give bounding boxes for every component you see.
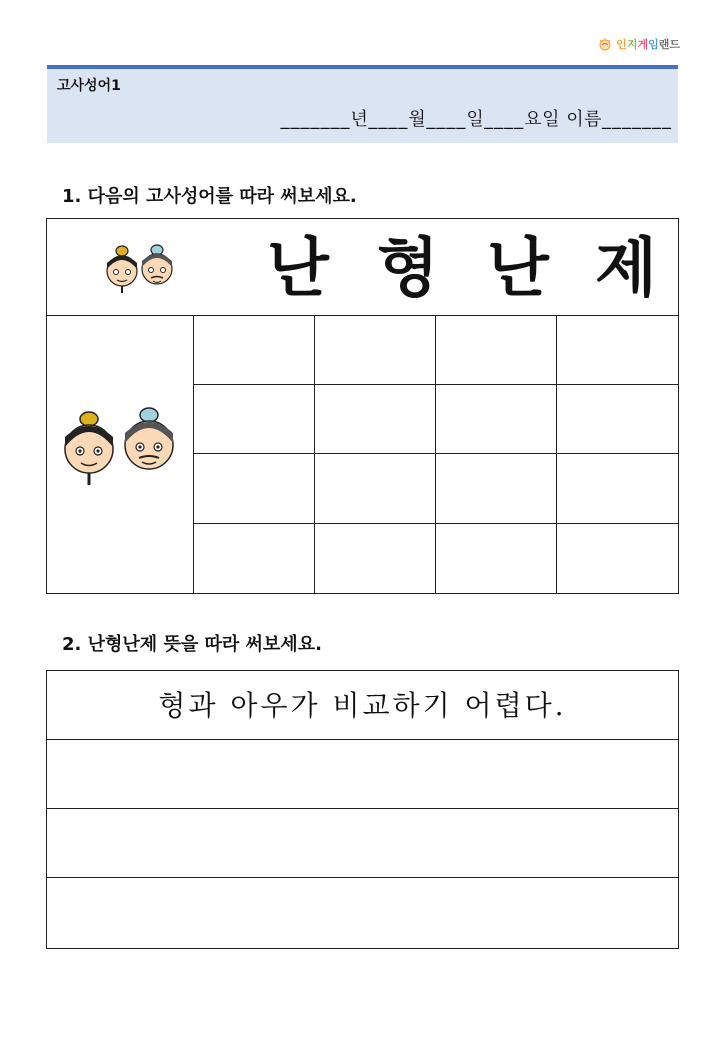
- brand-logo: [598, 36, 680, 52]
- month-label: 월: [408, 109, 427, 130]
- illustration-cell: [47, 315, 194, 593]
- worksheet-title: 고사성어1: [57, 78, 121, 94]
- writing-cell[interactable]: [315, 385, 436, 454]
- meaning-practice-box: [46, 670, 679, 949]
- day-blank[interactable]: ____: [426, 109, 467, 130]
- writing-cell[interactable]: [557, 524, 678, 593]
- weekday-label: 요일: [524, 109, 560, 130]
- brand-text-5: 랜드: [658, 38, 680, 51]
- question-2: 2. 난형난제 뜻을 따라 써보세요.: [62, 634, 322, 655]
- name-label: 이름: [566, 109, 602, 130]
- day-label: 일: [466, 109, 485, 130]
- brain-icon: [598, 37, 612, 51]
- year-blank[interactable]: _______: [280, 109, 351, 130]
- writing-cell[interactable]: [194, 385, 315, 454]
- writing-cell[interactable]: [315, 315, 436, 385]
- brand-text-2: 지: [626, 38, 638, 51]
- writing-cell[interactable]: [557, 385, 678, 454]
- idiom-char-1: 난: [267, 231, 329, 306]
- writing-line[interactable]: [47, 740, 678, 809]
- brand-text-1: 인: [616, 38, 627, 51]
- writing-cell[interactable]: [436, 385, 557, 454]
- weekday-blank[interactable]: ____: [484, 109, 525, 130]
- writing-cell[interactable]: [194, 524, 315, 593]
- month-blank[interactable]: ____: [368, 109, 409, 130]
- writing-line[interactable]: [47, 878, 678, 947]
- writing-cell[interactable]: [557, 315, 678, 385]
- writing-cell[interactable]: [557, 454, 678, 524]
- brand-text-4: 임: [648, 38, 659, 51]
- idiom-char-2: 형: [377, 231, 439, 306]
- writing-cell[interactable]: [194, 315, 315, 385]
- meaning-display-row: [47, 671, 678, 740]
- brothers-illustration-small: [102, 241, 182, 299]
- name-blank[interactable]: _______: [602, 109, 672, 130]
- date-name-line: [281, 105, 672, 131]
- writing-cell[interactable]: [436, 315, 557, 385]
- idiom-display-row: [47, 219, 678, 316]
- idiom-char-3: 난: [487, 231, 549, 306]
- idiom-practice-box: [46, 218, 679, 594]
- writing-cell[interactable]: [436, 524, 557, 593]
- writing-line[interactable]: [47, 809, 678, 878]
- writing-grid: [194, 315, 678, 593]
- writing-cell[interactable]: [315, 454, 436, 524]
- worksheet-header: [47, 65, 678, 143]
- question-1: 1. 다음의 고사성어를 따라 써보세요.: [62, 186, 357, 207]
- idiom-char-4: 제: [595, 231, 657, 306]
- brand-text-3: 게: [637, 38, 649, 51]
- meaning-text: 형과 아우가 비교하기 어렵다.: [158, 689, 567, 722]
- writing-cell[interactable]: [315, 524, 436, 593]
- brothers-illustration-large: [57, 403, 183, 499]
- writing-cell[interactable]: [194, 454, 315, 524]
- writing-cell[interactable]: [436, 454, 557, 524]
- year-label: 년: [350, 109, 369, 130]
